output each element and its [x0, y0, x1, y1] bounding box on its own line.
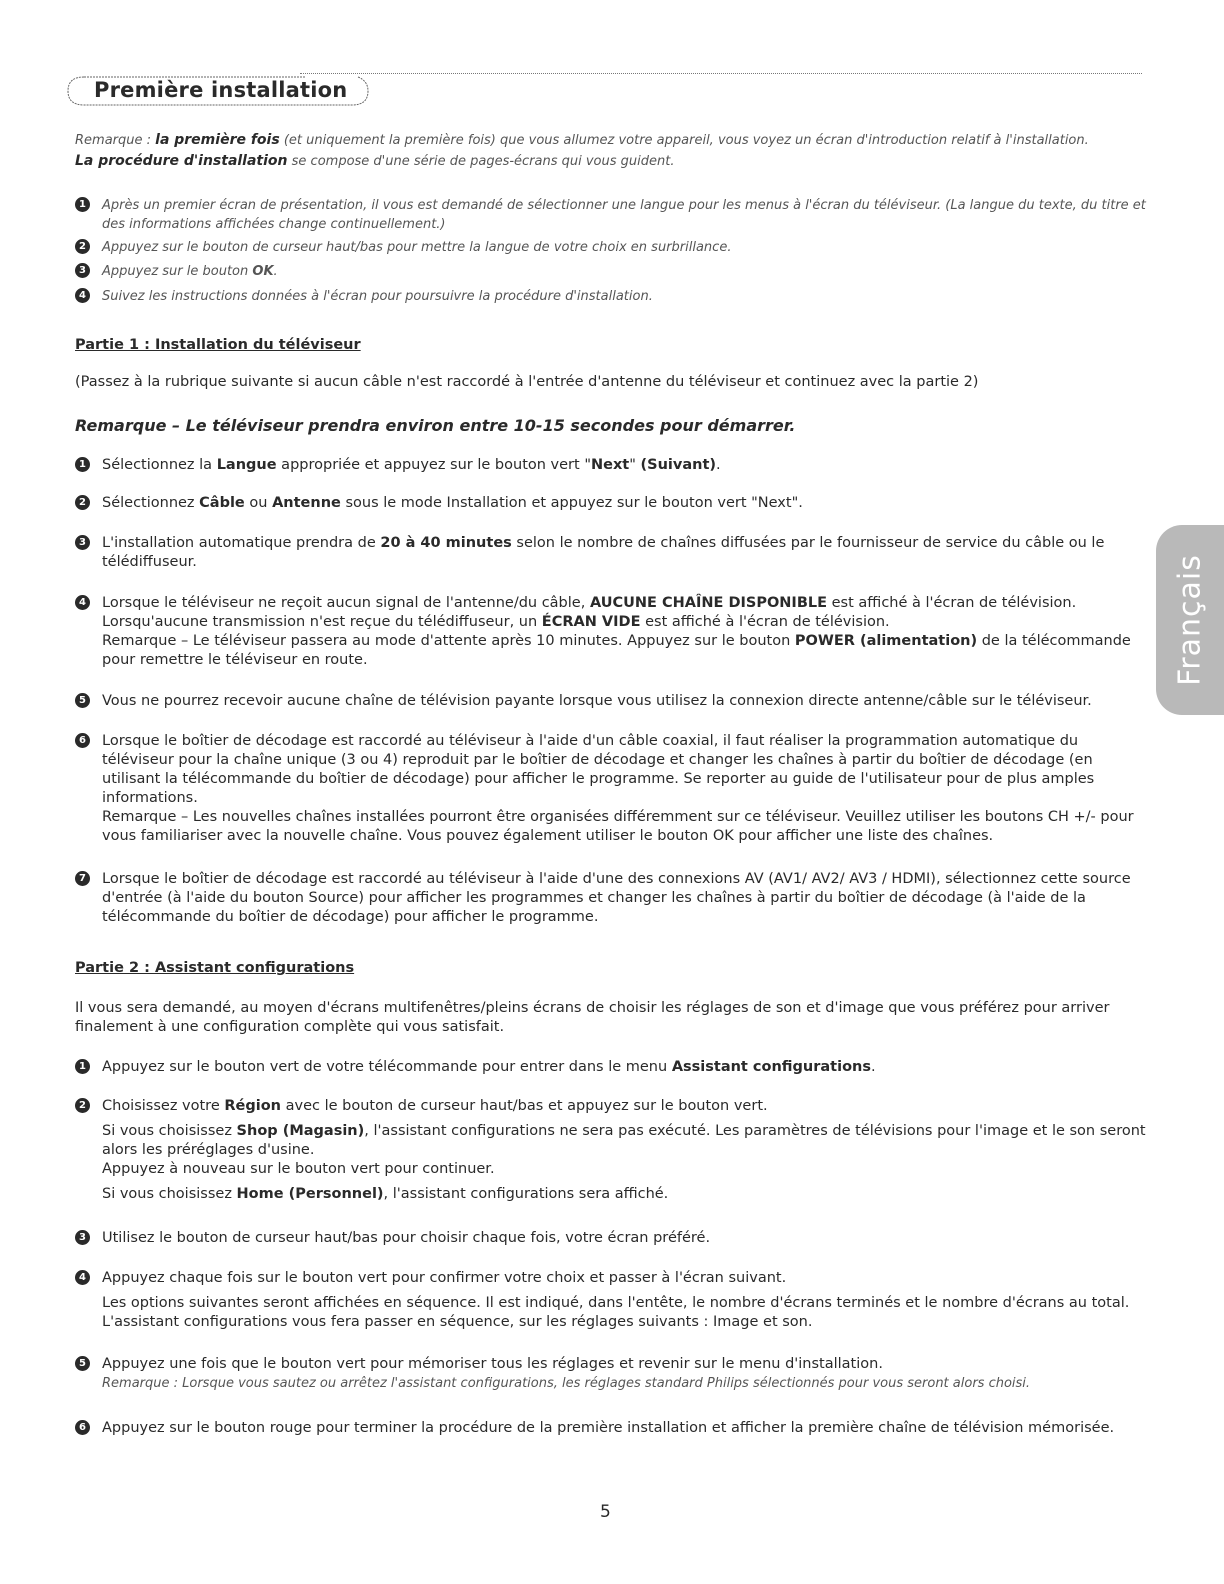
- page-title: Première installation: [94, 78, 348, 102]
- step-number-badge: 4: [75, 1270, 90, 1285]
- part1-title: Partie 1 : Installation du téléviseur: [75, 337, 361, 353]
- part2-step-5: 5 Appuyez une fois que le bouton vert pour mémoriser tous les réglages et revenir sur le menu d'installation. Remarque : Lorsque vous sautez ou arrêtez l'assistant configurations, les réglages standard Philips sélectionnés pour vous seront alors choisi.: [75, 1355, 1150, 1393]
- page-number: 5: [600, 1502, 611, 1522]
- step-number-badge: 5: [75, 693, 90, 708]
- part1-intro: (Passez à la rubrique suivante si aucun câble n'est raccordé à l'entrée d'antenne du téléviseur et continuez avec la partie 2): [75, 374, 979, 390]
- intro-step-2: 2 Appuyez sur le bouton de curseur haut/bas pour mettre la langue de votre choix en surbrillance.: [75, 238, 1150, 257]
- part1-step-3: 3 L'installation automatique prendra de 20 à 40 minutes selon le nombre de chaînes diffusées par le fournisseur de service du câble ou le télédiffuseur.: [75, 534, 1150, 572]
- part2-title: Partie 2 : Assistant configurations: [75, 960, 355, 976]
- step-number-badge: 2: [75, 239, 90, 254]
- part2-step-4: 4 Appuyez chaque fois sur le bouton vert pour confirmer votre choix et passer à l'écran suivant. Les options suivantes seront affichées en séquence. Il est indiqué, dans l'entête, le nombre d'écrans terminés et le nombre d'écrans au total. L'assistant configurations vous fera passer en séquence, sur les réglages suivants : Image et son.: [75, 1269, 1150, 1332]
- intro-step-4: 4 Suivez les instructions données à l'écran pour poursuivre la procédure d'installation.: [75, 287, 1150, 306]
- part2-step-1: 1 Appuyez sur le bouton vert de votre télécommande pour entrer dans le menu Assistant configurations.: [75, 1058, 1150, 1077]
- language-side-tab: Français: [1156, 525, 1224, 715]
- step-number-badge: 5: [75, 1356, 90, 1371]
- top-rule: [300, 73, 1142, 74]
- step-number-badge: 3: [75, 263, 90, 278]
- intro-step-3: 3 Appuyez sur le bouton OK.: [75, 262, 1150, 281]
- part2-step-6: 6 Appuyez sur le bouton rouge pour terminer la procédure de la première installation et afficher la première chaîne de télévision mémorisée.: [75, 1419, 1150, 1438]
- step-number-badge: 4: [75, 288, 90, 303]
- step-number-badge: 6: [75, 733, 90, 748]
- part1-step-4: 4 Lorsque le téléviseur ne reçoit aucun signal de l'antenne/du câble, AUCUNE CHAÎNE DISPONIBLE est affiché à l'écran de télévision. Lorsqu'aucune transmission n'est reçue du télédiffuseur, un ÉCRAN VIDE est affiché à l'écran de télévision. Remarque – Le téléviseur passera au mode d'attente après 10 minutes. Appuyez sur le bouton POWER (alimentation) de la télécommande pour remettre le téléviseur en route.: [75, 594, 1150, 670]
- part2-step-3: 3 Utilisez le bouton de curseur haut/bas pour choisir chaque fois, votre écran préféré.: [75, 1229, 1150, 1248]
- intro-step-1: 1 Après un premier écran de présentation, il vous est demandé de sélectionner une langue pour les menus à l'écran du téléviseur. (La langue du texte, du titre et des informations affichées change continuellement.): [75, 196, 1150, 234]
- step-number-badge: 3: [75, 1230, 90, 1245]
- step-number-badge: 2: [75, 495, 90, 510]
- title-box: [66, 75, 370, 105]
- part1-step-5: 5 Vous ne pourrez recevoir aucune chaîne de télévision payante lorsque vous utilisez la connexion directe antenne/câble sur le téléviseur.: [75, 692, 1150, 711]
- step-number-badge: 3: [75, 535, 90, 550]
- step-number-badge: 1: [75, 1059, 90, 1074]
- step-number-badge: 1: [75, 457, 90, 472]
- part1-step-1: 1 Sélectionnez la Langue appropriée et appuyez sur le bouton vert "Next" (Suivant).: [75, 456, 1150, 475]
- intro-note: Remarque : la première fois (et uniquement la première fois) que vous allumez votre appareil, vous voyez un écran d'introduction relatif à l'installation. La procédure d'installation se compose d'une série de pages-écrans qui vous guident.: [75, 132, 1089, 169]
- part2-intro: Il vous sera demandé, au moyen d'écrans multifenêtres/pleins écrans de choisir les réglages de son et d'image que vous préférez pour arriver finalement à une configuration complète qui vous satisfait.: [75, 1000, 1110, 1035]
- step-number-badge: 4: [75, 595, 90, 610]
- step-number-badge: 6: [75, 1420, 90, 1435]
- part2-step-2: 2 Choisissez votre Région avec le bouton de curseur haut/bas et appuyez sur le bouton vert. Si vous choisissez Shop (Magasin), l'assistant configurations ne sera pas exécuté. Les paramètres de télévisions pour l'image et le son seront alors les préréglages d'usine. Appuyez à nouveau sur le bouton vert pour continuer. Si vous choisissez Home (Personnel), l'assistant configurations sera affiché.: [75, 1097, 1150, 1204]
- part1-remark: Remarque – Le téléviseur prendra environ entre 10-15 secondes pour démarrer.: [75, 416, 796, 435]
- part1-step-7: 7 Lorsque le boîtier de décodage est raccordé au téléviseur à l'aide d'une des connexions AV (AV1/ AV2/ AV3 / HDMI), sélectionnez cette source d'entrée (à l'aide du bouton Source) pour afficher les programmes et changer les chaînes à partir du boîtier de décodage (à l'aide de la télécommande du boîtier de décodage) pour afficher le programme.: [75, 870, 1150, 927]
- step-number-badge: 1: [75, 197, 90, 212]
- step-number-badge: 2: [75, 1098, 90, 1113]
- part1-step-2: 2 Sélectionnez Câble ou Antenne sous le mode Installation et appuyez sur le bouton vert "Next".: [75, 494, 1150, 513]
- step-number-badge: 7: [75, 871, 90, 886]
- part1-step-6: 6 Lorsque le boîtier de décodage est raccordé au téléviseur à l'aide d'un câble coaxial, il faut réaliser la programmation automatique du téléviseur pour la chaîne unique (3 ou 4) reproduit par le boîtier de décodage et changer les chaînes à partir du boîtier de décodage (en utilisant la télécommande du boîtier de décodage) pour afficher le programme. Se reporter au guide de l'utilisateur pour de plus amples informations. Remarque – Les nouvelles chaînes installées pourront être organisées différemment sur ce téléviseur. Veuillez utiliser les boutons CH +/- pour vous familiariser avec la nouvelle chaîne. Vous pouvez également utiliser le bouton OK pour afficher une liste des chaînes.: [75, 732, 1150, 846]
